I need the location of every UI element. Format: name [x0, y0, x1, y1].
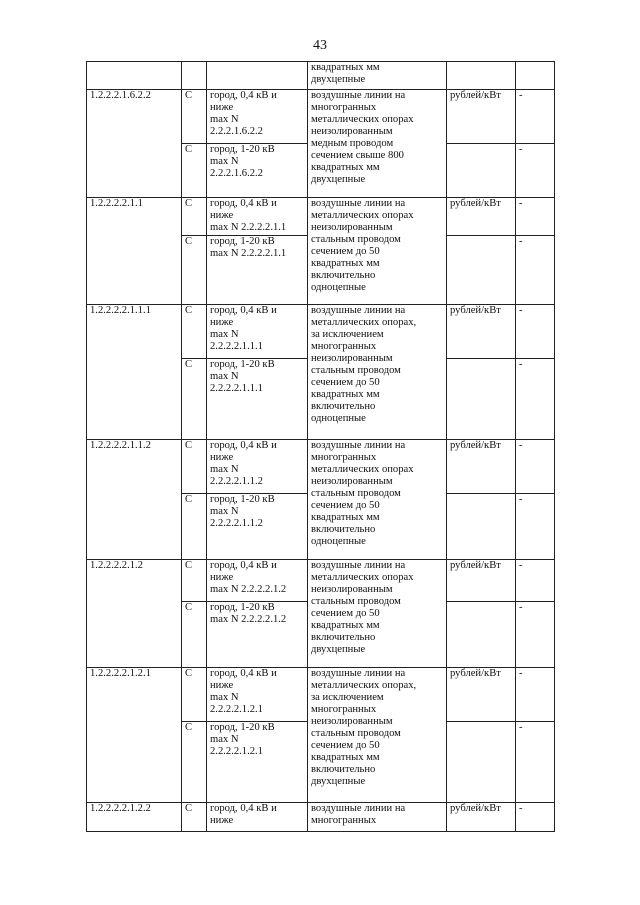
category-cell: С — [182, 305, 207, 359]
unit-cell — [447, 602, 516, 668]
category-cell: С — [182, 359, 207, 440]
category-cell: С — [182, 440, 207, 494]
category-cell: С — [182, 236, 207, 305]
description-cell: квадратных мм двухцепные — [308, 62, 447, 90]
value-cell: - — [516, 440, 555, 494]
category-cell: С — [182, 722, 207, 803]
table-row — [87, 668, 555, 722]
table-row — [87, 440, 555, 494]
code-cell: 1.2.2.2.2.1.1.2 — [87, 440, 182, 560]
description-cell: воздушные линии на многогранных металлических опорах неизолированным медным проводом сечением свыше 800 квадратных мм двухцепные — [308, 90, 447, 198]
table-row — [87, 62, 555, 90]
unit-cell — [447, 359, 516, 440]
category-cell — [182, 62, 207, 90]
unit-cell — [447, 494, 516, 560]
voltage-level-cell: город, 1-20 кВ max N 2.2.2.2.1.2 — [207, 602, 308, 668]
code-cell: 1.2.2.2.2.1.2 — [87, 560, 182, 668]
table-row — [87, 90, 555, 144]
value-cell: - — [516, 144, 555, 198]
value-cell: - — [516, 359, 555, 440]
voltage-level-cell: город, 0,4 кВ и ниже max N 2.2.2.2.1.2 — [207, 560, 308, 602]
description-cell: воздушные линии на металлических опорах, за исключением многогранных неизолированным стальным проводом сечением до 50 квадратных мм включительно двухцепные — [308, 668, 447, 803]
code-cell: 1.2.2.2.2.1.2.1 — [87, 668, 182, 803]
unit-cell — [447, 144, 516, 198]
unit-cell — [447, 722, 516, 803]
code-cell: 1.2.2.2.2.1.1.1 — [87, 305, 182, 440]
table-row — [87, 305, 555, 359]
voltage-level-cell: город, 1-20 кВ max N 2.2.2.2.1.2.1 — [207, 722, 308, 803]
category-cell: С — [182, 198, 207, 236]
category-cell: С — [182, 494, 207, 560]
table-row — [87, 198, 555, 236]
voltage-level-cell: город, 1-20 кВ max N 2.2.2.1.6.2.2 — [207, 144, 308, 198]
voltage-level-cell: город, 0,4 кВ и ниже max N 2.2.2.2.1.1.1 — [207, 305, 308, 359]
value-cell: - — [516, 236, 555, 305]
category-cell: С — [182, 668, 207, 722]
value-cell: - — [516, 602, 555, 668]
category-cell: С — [182, 560, 207, 602]
unit-cell: рублей/кВт — [447, 560, 516, 602]
value-cell — [516, 62, 555, 90]
unit-cell: рублей/кВт — [447, 198, 516, 236]
voltage-level-cell — [207, 62, 308, 90]
unit-cell: рублей/кВт — [447, 668, 516, 722]
voltage-level-cell: город, 1-20 кВ max N 2.2.2.2.1.1.1 — [207, 359, 308, 440]
value-cell: - — [516, 90, 555, 144]
unit-cell — [447, 236, 516, 305]
code-cell: 1.2.2.2.2.1.1 — [87, 198, 182, 305]
description-cell: воздушные линии на металлических опорах, за исключением многогранных неизолированным стальным проводом сечением до 50 квадратных мм включительно одноцепные — [308, 305, 447, 440]
description-cell: воздушные линии на многогранных металлических опорах неизолированным стальным проводом сечением до 50 квадратных мм включительно одноцепные — [308, 440, 447, 560]
category-cell: С — [182, 602, 207, 668]
unit-cell: рублей/кВт — [447, 440, 516, 494]
description-cell: воздушные линии на многогранных — [308, 803, 447, 832]
unit-cell — [447, 62, 516, 90]
voltage-level-cell: город, 1-20 кВ max N 2.2.2.2.1.1 — [207, 236, 308, 305]
description-cell: воздушные линии на металлических опорах неизолированным стальным проводом сечением до 50 квадратных мм включительно одноцепные — [308, 198, 447, 305]
tariff-table — [86, 61, 555, 832]
value-cell: - — [516, 494, 555, 560]
value-cell: - — [516, 722, 555, 803]
code-cell: 1.2.2.2.1.6.2.2 — [87, 90, 182, 198]
page-number: 43 — [313, 38, 327, 53]
description-cell: воздушные линии на металлических опорах неизолированным стальным проводом сечением до 50 квадратных мм включительно двухцепные — [308, 560, 447, 668]
category-cell: С — [182, 803, 207, 832]
unit-cell: рублей/кВт — [447, 803, 516, 832]
unit-cell: рублей/кВт — [447, 90, 516, 144]
voltage-level-cell: город, 0,4 кВ и ниже — [207, 803, 308, 832]
voltage-level-cell: город, 0,4 кВ и ниже max N 2.2.2.1.6.2.2 — [207, 90, 308, 144]
value-cell: - — [516, 803, 555, 832]
category-cell: С — [182, 144, 207, 198]
value-cell: - — [516, 198, 555, 236]
code-cell: 1.2.2.2.2.1.2.2 — [87, 803, 182, 832]
table-row — [87, 803, 555, 832]
voltage-level-cell: город, 0,4 кВ и ниже max N 2.2.2.2.1.1 — [207, 198, 308, 236]
voltage-level-cell: город, 0,4 кВ и ниже max N 2.2.2.2.1.1.2 — [207, 440, 308, 494]
value-cell: - — [516, 560, 555, 602]
value-cell: - — [516, 668, 555, 722]
value-cell: - — [516, 305, 555, 359]
category-cell: С — [182, 90, 207, 144]
unit-cell: рублей/кВт — [447, 305, 516, 359]
voltage-level-cell: город, 0,4 кВ и ниже max N 2.2.2.2.1.2.1 — [207, 668, 308, 722]
code-cell — [87, 62, 182, 90]
voltage-level-cell: город, 1-20 кВ max N 2.2.2.2.1.1.2 — [207, 494, 308, 560]
table-row — [87, 560, 555, 602]
